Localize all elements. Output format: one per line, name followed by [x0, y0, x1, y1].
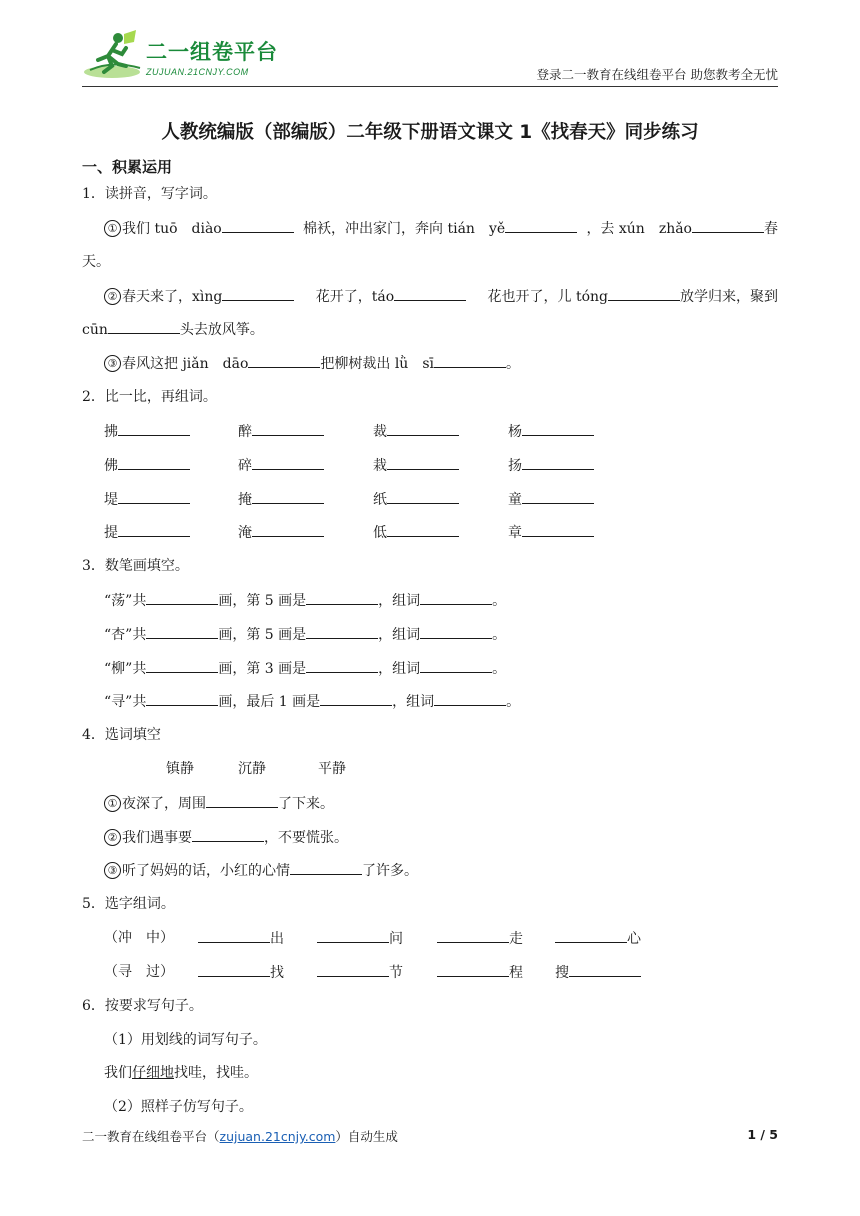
footer-link[interactable]: zujuan.21cnjy.com	[219, 1129, 336, 1144]
logo-subtitle: ZUJUAN.21CNJY.COM	[146, 67, 249, 77]
blank-input[interactable]	[420, 590, 492, 605]
word-blank: 节	[317, 962, 403, 983]
blank-input[interactable]	[387, 455, 459, 470]
blank-input[interactable]	[394, 286, 466, 301]
logo-title: 二一组卷平台	[146, 40, 278, 64]
blank-input[interactable]	[522, 455, 594, 470]
blank-input[interactable]	[146, 590, 218, 605]
compare-item: 掩	[238, 489, 324, 510]
word-choice: 镇静	[166, 761, 194, 777]
blank-input[interactable]	[118, 421, 190, 436]
blank-input[interactable]	[146, 624, 218, 639]
question-1-line-1: ① 我们 tuō diào 棉袄，冲出家门，奔向 tián yě ，去 xún zhǎo 春	[104, 218, 778, 239]
blank-input[interactable]	[192, 827, 264, 842]
compare-item: 提	[104, 522, 190, 543]
question-6-stem: 6．按要求写句子。	[82, 998, 203, 1014]
word-blank: 走	[437, 928, 523, 949]
char-options: （寻 过）	[104, 964, 174, 980]
blank-input[interactable]	[252, 489, 324, 504]
blank-input[interactable]	[692, 218, 764, 233]
blank-input[interactable]	[522, 489, 594, 504]
page-footer: 二一教育在线组卷平台（zujuan.21cnjy.com）自动生成	[82, 1129, 398, 1144]
compare-item: 低	[373, 522, 459, 543]
compare-item: 章	[508, 522, 594, 543]
blank-input[interactable]	[146, 691, 218, 706]
question-3-stem: 3．数笔画填空。	[82, 558, 189, 574]
word-choice: 沉静	[238, 761, 266, 777]
compare-item: 童	[508, 489, 594, 510]
blank-input[interactable]	[306, 590, 378, 605]
blank-input[interactable]	[317, 928, 389, 943]
compare-item: 裁	[373, 421, 459, 442]
question-5-stem: 5．选字组词。	[82, 896, 175, 912]
question-1-stem: 1．读拼音，写字词。	[82, 186, 217, 202]
question-1-line-2: ② 春天来了，xìng 花开了，táo 花也开了，儿 tóng 放学归来，聚到	[104, 286, 778, 307]
blank-input[interactable]	[387, 421, 459, 436]
circled-number: ①	[104, 795, 121, 812]
blank-input[interactable]	[320, 691, 392, 706]
circled-number: ②	[104, 288, 121, 305]
blank-input[interactable]	[420, 624, 492, 639]
word-blank: 出	[198, 928, 284, 949]
blank-input[interactable]	[569, 962, 641, 977]
compare-item: 碎	[238, 455, 324, 476]
fill-sentence: ① 夜深了，周围 了下来。	[104, 793, 334, 814]
blank-input[interactable]	[306, 658, 378, 673]
blank-input[interactable]	[198, 962, 270, 977]
header-slogan: 登录二一教育在线组卷平台 助您教考全无忧	[536, 67, 778, 82]
runner-logo-icon	[82, 30, 144, 82]
compare-item: 拂	[104, 421, 190, 442]
page-title: 人教统编版（部编版）二年级下册语文课文 1《找春天》同步练习	[161, 122, 699, 143]
word-blank: 心	[555, 928, 641, 949]
stroke-count-line: “柳”共 画，第 3 画是 ，组词 。	[104, 658, 506, 679]
blank-input[interactable]	[387, 489, 459, 504]
char-options: （冲 中）	[104, 930, 174, 946]
blank-input[interactable]	[252, 522, 324, 537]
question-1-line-1-cont: 天。	[82, 254, 110, 270]
question-1-line-2-cont: cūn 头去放风筝。	[82, 319, 264, 340]
circled-number: ③	[104, 355, 121, 372]
blank-input[interactable]	[420, 658, 492, 673]
page-header	[82, 30, 778, 86]
example-sentence: 我们仔细地找哇，找哇。	[104, 1065, 258, 1081]
section-heading: 一、积累运用	[82, 158, 173, 176]
question-1-line-3: ③ 春风这把 jiǎn dāo 把柳树裁出 lǜ sī 。	[104, 353, 520, 374]
blank-input[interactable]	[505, 218, 577, 233]
sub-question-2: （2）照样子仿写句子。	[104, 1099, 253, 1115]
word-choice: 平静	[318, 761, 346, 777]
blank-input[interactable]	[306, 624, 378, 639]
blank-input[interactable]	[317, 962, 389, 977]
stroke-count-line: “寻”共 画，最后 1 画是 ，组词 。	[104, 691, 520, 712]
blank-input[interactable]	[222, 218, 294, 233]
compare-item: 佛	[104, 455, 190, 476]
blank-input[interactable]	[437, 962, 509, 977]
compare-item: 纸	[373, 489, 459, 510]
word-blank: 程	[437, 962, 523, 983]
word-blank: 问	[317, 928, 403, 949]
blank-input[interactable]	[437, 928, 509, 943]
blank-input[interactable]	[108, 319, 180, 334]
fill-sentence: ② 我们遇事要 ，不要慌张。	[104, 827, 348, 848]
page-number: 1 / 5	[747, 1127, 778, 1142]
circled-number: ③	[104, 862, 121, 879]
blank-input[interactable]	[222, 286, 294, 301]
blank-input[interactable]	[248, 353, 320, 368]
blank-input[interactable]	[206, 793, 278, 808]
circled-number: ①	[104, 220, 121, 237]
blank-input[interactable]	[434, 691, 506, 706]
stroke-count-line: “杏”共 画，第 5 画是 ，组词 。	[104, 624, 506, 645]
compare-item: 醉	[238, 421, 324, 442]
word-blank: 搜	[555, 962, 641, 983]
blank-input[interactable]	[146, 658, 218, 673]
blank-input[interactable]	[118, 489, 190, 504]
blank-input[interactable]	[522, 421, 594, 436]
blank-input[interactable]	[290, 860, 362, 875]
blank-input[interactable]	[387, 522, 459, 537]
underlined-word: 仔细地	[132, 1065, 174, 1081]
blank-input[interactable]	[118, 455, 190, 470]
question-4-stem: 4．选词填空	[82, 727, 161, 743]
word-blank: 找	[198, 962, 284, 983]
compare-item: 堤	[104, 489, 190, 510]
circled-number: ②	[104, 829, 121, 846]
compare-item: 杨	[508, 421, 594, 442]
blank-input[interactable]	[118, 522, 190, 537]
blank-input[interactable]	[608, 286, 680, 301]
blank-input[interactable]	[252, 455, 324, 470]
stroke-count-line: “荡”共 画，第 5 画是 ，组词 。	[104, 590, 506, 611]
compare-item: 扬	[508, 455, 594, 476]
blank-input[interactable]	[434, 353, 506, 368]
sub-question-1: （1）用划线的词写句子。	[104, 1032, 267, 1048]
blank-input[interactable]	[522, 522, 594, 537]
logo	[82, 30, 282, 82]
compare-item: 栽	[373, 455, 459, 476]
blank-input[interactable]	[198, 928, 270, 943]
header-divider	[82, 86, 778, 87]
blank-input[interactable]	[252, 421, 324, 436]
fill-sentence: ③ 听了妈妈的话，小红的心情 了许多。	[104, 860, 418, 881]
blank-input[interactable]	[555, 928, 627, 943]
question-2-stem: 2．比一比，再组词。	[82, 389, 217, 405]
compare-item: 淹	[238, 522, 324, 543]
